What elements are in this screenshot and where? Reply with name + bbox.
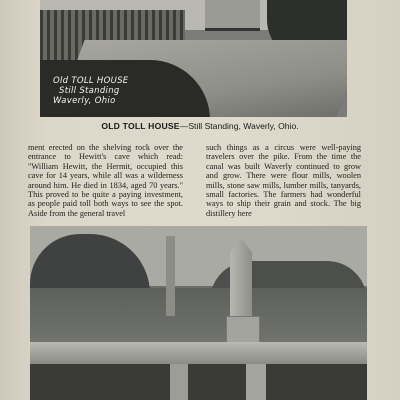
- caption-line: Still Standing: [59, 86, 120, 96]
- obelisk: [230, 238, 252, 318]
- toll-house-photo: [40, 0, 347, 117]
- figure-title: [0, 121, 400, 131]
- text-column-left: [28, 143, 183, 218]
- text-column-right: [206, 143, 361, 218]
- monument-photo: [30, 226, 367, 400]
- rock-slab: [30, 342, 367, 364]
- photo-caption: [53, 76, 163, 106]
- paragraph: ment erected on the shelving rock over the entrance to Hewitt's cave which read: "William Hewitt, the Hermit, occupied this cave for 14 years, while all was a wilderness around him. He died in 1834, aged 70 years." This proved to be quite a paying investment, as people paid toll both ways to see the spot. Aside from the general travel: [28, 143, 183, 218]
- paragraph: such things as a circus were well-paying travelers over the pike. From the time the canal was built Waverly continued to grow and grow. There were flour mills, woolen mills, stone saw mills, lumber mills, tanyards, small factories. The farmers had wonderful ways to ship their grain and stock. The big distillery here: [206, 143, 361, 218]
- caption-line: Old TOLL HOUSE: [53, 76, 129, 86]
- caption-line: Waverly, Ohio: [53, 96, 116, 106]
- figure-title-rest: —Still Standing, Waverly, Ohio.: [179, 121, 299, 131]
- figure-title-bold: OLD TOLL HOUSE: [101, 121, 180, 131]
